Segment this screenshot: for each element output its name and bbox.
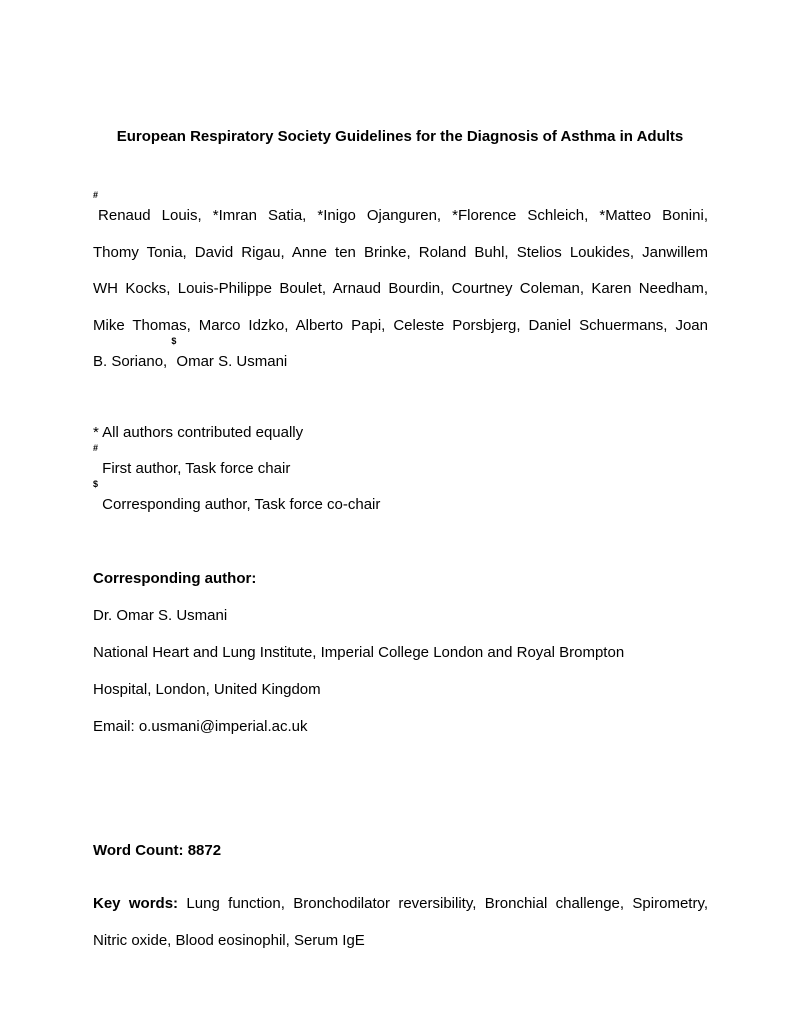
word-count: Word Count: 8872 bbox=[93, 842, 222, 859]
keywords-block bbox=[93, 885, 708, 959]
corresponding-author-mark: $ bbox=[93, 479, 99, 489]
note-text: First author, Task force chair bbox=[98, 460, 291, 477]
author-line bbox=[93, 336, 708, 381]
note-text: Corresponding author, Task force co-chair bbox=[98, 496, 381, 513]
author-notes bbox=[93, 415, 708, 523]
first-author-mark: # bbox=[93, 443, 99, 453]
affiliation-line: Hospital, London, United Kingdom bbox=[93, 681, 321, 698]
corresponding-author-block bbox=[93, 560, 708, 745]
corresponding-heading: Corresponding author: bbox=[93, 570, 257, 587]
note-equal-contribution: * All authors contributed equally bbox=[93, 424, 304, 441]
author-line: WH Kocks, Louis-Philippe Boulet, Arnaud Bourdin, Courtney Coleman, Karen Needham, bbox=[93, 280, 708, 297]
corresponding-email[interactable]: Email: o.usmani@imperial.ac.uk bbox=[93, 718, 308, 735]
paper-title: European Respiratory Society Guidelines for the Diagnosis of Asthma in Adults bbox=[116, 128, 684, 145]
author-line: Thomy Tonia, David Rigau, Anne ten Brinke, Roland Buhl, Stelios Loukides, Janwillem bbox=[93, 243, 708, 261]
keywords-line bbox=[93, 885, 708, 922]
first-author-mark: # bbox=[93, 190, 99, 200]
note-first-author bbox=[93, 443, 708, 487]
keywords-line: Nitric oxide, Blood eosinophil, Serum IgE bbox=[93, 932, 365, 949]
author-line-text: Omar S. Usmani bbox=[176, 353, 288, 370]
keywords-text: Lung function, Bronchodilator reversibility, Bronchial challenge, Spirometry, bbox=[178, 895, 709, 912]
corresponding-name: Dr. Omar S. Usmani bbox=[93, 607, 228, 624]
corresponding-author-mark: $ bbox=[171, 336, 177, 346]
author-list bbox=[93, 190, 708, 381]
affiliation-line: National Heart and Lung Institute, Imperial College London and Royal Brompton bbox=[93, 644, 625, 661]
keywords-label: Key words: bbox=[93, 895, 179, 912]
author-line: Mike Thomas, Marco Idzko, Alberto Papi, Celeste Porsbjerg, Daniel Schuermans, Joan bbox=[93, 316, 708, 334]
author-line-text: B. Soriano, bbox=[93, 353, 172, 370]
note-corresponding-author bbox=[93, 479, 708, 523]
author-line-text: Renaud Louis, *Imran Satia, *Inigo Ojanguren, *Florence Schleich, *Matteo Bonini, bbox=[98, 207, 708, 224]
author-line bbox=[93, 190, 708, 235]
